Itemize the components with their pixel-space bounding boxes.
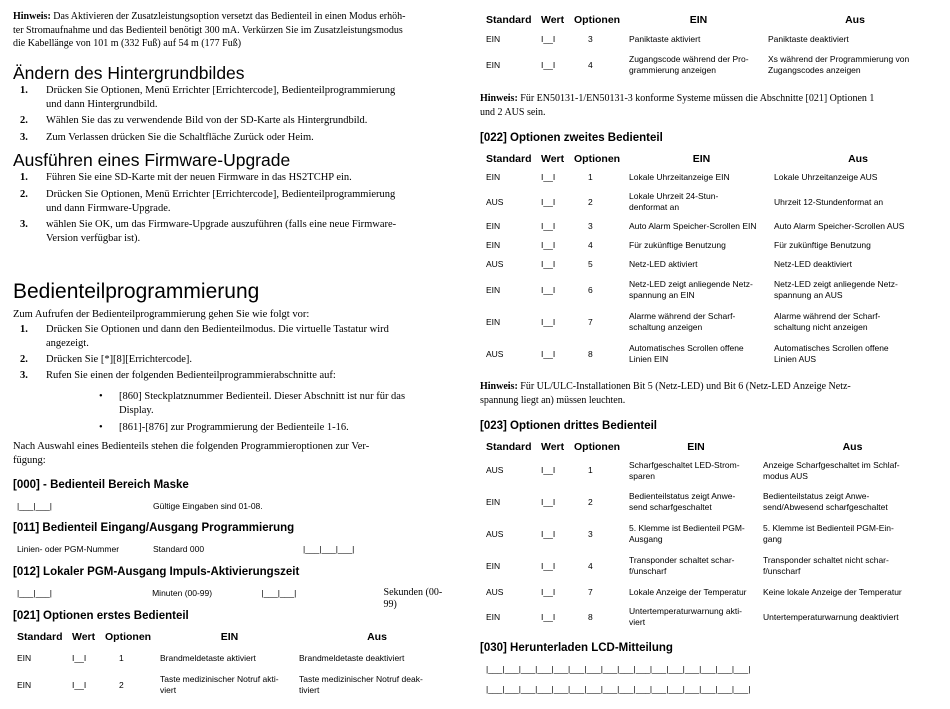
table-row: EIN I__I 1 Lokale Uhrzeitanzeige EIN Lokale Uhrzeitanzeige AUS (486, 167, 942, 187)
step: 1. Drücken Sie Optionen, Menü Errichter [Errichtercode], Bedienteilprogrammierung und dann Hintergrundbild. (20, 85, 396, 110)
value-field[interactable]: I__I (541, 316, 556, 327)
value-field[interactable]: I__I (72, 652, 87, 663)
column-header: Aus (842, 441, 863, 453)
step: 3. Zum Verlassen drücken Sie die Schaltfläche Zurück oder Heim. (20, 132, 314, 143)
table-header-row (486, 12, 942, 28)
step: 2. Drücken Sie [*][8][Errichtercode]. (20, 354, 193, 365)
value-field[interactable]: I__I (541, 528, 556, 539)
section-012-title: [012] Lokaler PGM-Ausgang Impuls-Aktivierungszeit (13, 566, 300, 578)
table-row: AUS I__I 3 5. Klemme ist Bedienteil PGM- Ausgang 5. Klemme ist Bedienteil PGM-Ein- gang (486, 518, 942, 550)
column-header: Aus (848, 153, 868, 165)
table-row: EIN I__I 4 Für zukünftige Benutzung Für zukünftige Benutzung (486, 236, 942, 255)
options-table-023 (486, 439, 942, 632)
section-030-title: [030] Herunterladen LCD-Mitteilung (480, 642, 673, 654)
note-power (13, 10, 455, 51)
section-012-seconds: Sekunden (00-99) (383, 587, 443, 610)
value-field[interactable]: I__I (541, 348, 556, 359)
options-table-022 (486, 151, 942, 370)
note-en50131: Hinweis: Für EN50131-1/EN50131-3 konforme Systeme müssen die Abschnitte [021] Optionen 1 und 2 AUS sein. (480, 93, 875, 118)
lcd-message-field-row-1[interactable]: |___|___|___|___|___|___|___|___|___|___|___|___|___|___|___|___| (486, 664, 751, 674)
table-row: EIN I__I 6 Netz-LED zeigt anliegende Netz- spannung an EIN Netz-LED zeigt anliegende Netz- spannung an AUS (486, 274, 942, 306)
table-row: AUS I__I 2 Lokale Uhrzeit 24-Stun- denformat an Uhrzeit 12-Stundenformat an (486, 187, 942, 217)
column-header: Wert (541, 153, 565, 165)
options-table-021-continued (486, 12, 942, 79)
value-field[interactable]: I__I (541, 586, 556, 597)
value-field[interactable]: I__I (541, 59, 556, 70)
value-field[interactable]: I__I (541, 284, 556, 295)
section-012-minutes: Minuten (00-99) (152, 588, 213, 598)
note-label: Hinweis: (480, 381, 518, 392)
value-field[interactable]: I__I (541, 171, 556, 182)
column-header: EIN (687, 441, 705, 453)
table-row: EIN I__I 3 Paniktaste aktiviert Paniktaste deaktiviert (486, 28, 942, 51)
heading-programming: Bedienteilprogrammierung (13, 280, 260, 303)
table-header-row (486, 151, 942, 167)
background-steps (13, 84, 455, 145)
table-row: EIN I__I 7 Alarme während der Scharf- schaltung anzeigen Alarme während der Scharf- schaltung nicht anzeigen (486, 306, 942, 338)
note-ul-ulc: Hinweis: Für UL/ULC-Installationen Bit 5 (Netz-LED) und Bit 6 (Netz-LED Anzeige Netz- spannung liegt an) müssen leuchten. (480, 381, 851, 406)
column-header: EIN (689, 14, 708, 26)
firmware-steps (13, 171, 455, 246)
value-field[interactable]: I__I (541, 465, 556, 475)
note-line: die Kabellänge von 101 m (332 Fuß) auf 54 m (177 Fuß) (13, 38, 242, 49)
input-field[interactable]: |___|___| (17, 588, 52, 598)
column-header: Standard (486, 441, 532, 453)
table-row: AUS I__I 8 Automatisches Scrollen offene Linien EIN Automatisches Scrollen offene Linien AUS (486, 338, 942, 370)
heading-firmware: Ausführen eines Firmware-Upgrade (13, 150, 291, 170)
value-field[interactable]: I__I (541, 259, 556, 269)
note-line: Hinweis: Das Aktivieren der Zusatzleistungsoption versetzt das Bedienteil in einen Modus erhöh- (13, 11, 406, 22)
column-header: Standard (486, 153, 532, 165)
table-header-row (17, 629, 455, 645)
after-selection-text: Nach Auswahl eines Bedienteils stehen die folgenden Programmieroptionen zur Ver- fügung: (13, 441, 370, 466)
step: 1. Drücken Sie Optionen und dann den Bedienteilmodus. Die virtuelle Tastatur wird angezeigt. (20, 324, 389, 349)
section-000-text: Gültige Eingaben sind 01-08. (153, 501, 263, 511)
column-header: Standard (17, 631, 63, 643)
step: 2. Drücken Sie Optionen, Menü Errichter [Errichtercode], Bedienteilprogrammierung und dann Firmware-Upgrade. (20, 189, 396, 214)
column-header: Aus (367, 631, 387, 643)
table-header-row (486, 439, 942, 455)
column-header: Aus (845, 14, 865, 26)
note-label: Hinweis: (13, 11, 51, 22)
step: 3. Rufen Sie einen der folgenden Bedienteilprogrammierabschnitte auf: (20, 370, 336, 381)
list-item: • [861]-[876] zur Programmierung der Bedienteile 1-16. (113, 421, 405, 435)
input-field[interactable]: |___|___| (17, 501, 52, 511)
step: 2. Wählen Sie das zu verwendende Bild von der SD-Karte als Hintergrundbild. (20, 115, 368, 126)
column-header: Wert (72, 631, 96, 643)
section-022-title: [022] Optionen zweites Bedienteil (480, 132, 663, 144)
value-field[interactable]: I__I (541, 221, 556, 231)
section-021-title: [021] Optionen erstes Bedienteil (13, 610, 189, 622)
input-field[interactable]: |___|___| (261, 588, 297, 598)
table-row: EIN I__I 2 Bedienteilstatus zeigt Anwe- send scharfgeschaltet Bedienteilstatus zeigt Anwe- send/Abwesend scharfgeschaltet (486, 486, 942, 518)
table-row: EIN I__I 2 Taste medizinischer Notruf akti- viert Taste medizinischer Notruf deak- tiviert (17, 671, 455, 699)
step: 1. Führen Sie eine SD-Karte mit der neuen Firmware in das HS2TCHP ein. (20, 172, 352, 183)
value-field[interactable]: I__I (541, 560, 556, 571)
table-row: AUS I__I 1 Scharfgeschaltet LED-Strom- sparen Anzeige Scharfgeschaltet im Schlaf- modus AUS (486, 455, 942, 486)
input-field[interactable]: |___|___|___| (303, 544, 355, 554)
table-row: EIN I__I 4 Transponder schaltet schar- f/unscharf Transponder schaltet nicht schar- f/unscharf (486, 550, 942, 582)
column-header: Optionen (574, 153, 621, 165)
table-row: AUS I__I 5 Netz-LED aktiviert Netz-LED deaktiviert (486, 255, 942, 274)
table-row: EIN I__I 8 Untertemperaturwarnung akti- viert Untertemperaturwarnung deaktiviert (486, 602, 942, 632)
programming-sections (13, 390, 405, 435)
value-field[interactable]: I__I (541, 34, 556, 44)
step: 3. wählen Sie OK, um das Firmware-Upgrade auszuführen (falls eine neue Firmware- Version verfügbar ist). (20, 219, 397, 244)
column-header: EIN (220, 631, 239, 643)
section-023-title: [023] Optionen drittes Bedienteil (480, 420, 657, 432)
note-line: ter Stromaufnahme und das Bedienteil benötigt 300 mA. Verkürzen Sie im Zusatzleistungsmodus (13, 24, 403, 36)
column-header: Optionen (574, 14, 621, 26)
list-item: • [860] Steckplatznummer Bedienteil. Dieser Abschnitt ist nur für das Display. (113, 390, 405, 418)
section-011-label: Linien- oder PGM-Nummer (17, 544, 120, 554)
value-field[interactable]: I__I (72, 679, 87, 690)
section-011-title: [011] Bedienteil Eingang/Ausgang Programmierung (13, 522, 295, 534)
column-header: Optionen (105, 631, 152, 643)
value-field[interactable]: I__I (541, 196, 556, 207)
programming-steps (13, 323, 455, 383)
table-row: EIN I__I 4 Zugangscode während der Pro- grammierung anzeigen Xs während der Programmierung von Zugangscodes anzeigen (486, 51, 942, 79)
prog-intro: Zum Aufrufen der Bedienteilprogrammierung gehen Sie wie folgt vor: (13, 309, 310, 320)
section-011-default: Standard 000 (153, 544, 205, 554)
section-000-row (17, 500, 263, 512)
section-011-row (17, 543, 354, 555)
options-table-021 (17, 629, 455, 699)
column-header: Standard (486, 14, 532, 26)
column-header: EIN (692, 153, 711, 165)
value-field[interactable]: I__I (541, 496, 556, 507)
table-row: EIN I__I 1 Brandmeldetaste aktiviert Brandmeldetaste deaktiviert (17, 645, 455, 671)
column-header: Wert (541, 14, 565, 26)
column-header: Optionen (574, 441, 621, 453)
value-field[interactable]: I__I (541, 240, 556, 250)
table-row: EIN I__I 3 Auto Alarm Speicher-Scrollen EIN Auto Alarm Speicher-Scrollen AUS (486, 217, 942, 236)
column-header: Wert (541, 441, 565, 453)
table-row: AUS I__I 7 Lokale Anzeige der Temperatur Keine lokale Anzeige der Temperatur (486, 582, 942, 602)
lcd-message-field-row-2[interactable]: |___|___|___|___|___|___|___|___|___|___|___|___|___|___|___|___| (486, 684, 751, 694)
note-label: Hinweis: (480, 93, 518, 104)
section-000-title: [000] - Bedienteil Bereich Maske (13, 479, 189, 491)
heading-background: Ändern des Hintergrundbildes (13, 63, 245, 83)
value-field[interactable]: I__I (541, 611, 556, 622)
